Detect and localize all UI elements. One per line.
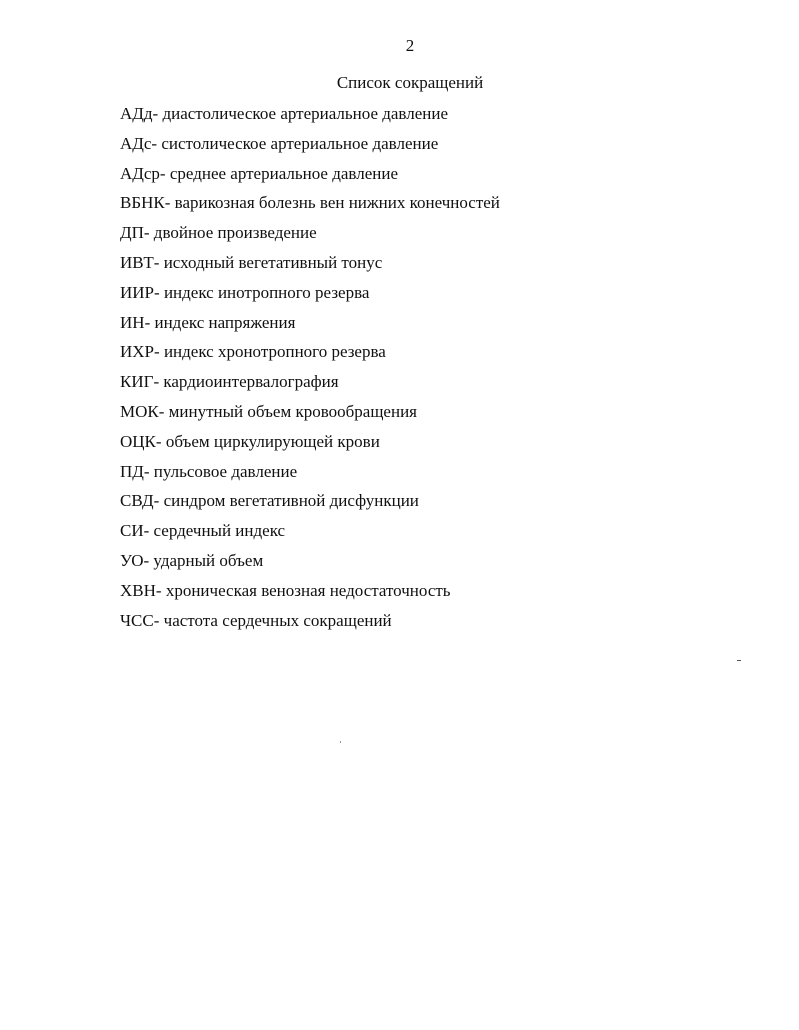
abbreviation-separator: - (152, 104, 163, 123)
abbreviation-separator: - (151, 133, 162, 153)
abbreviation-item (120, 162, 500, 192)
abbreviation-item (120, 251, 500, 281)
abbreviation-definition: ударный объем (153, 550, 264, 570)
abbreviation-definition: диастолическое артериальное давление (162, 104, 449, 123)
abbreviation-term: СИ (120, 521, 144, 541)
abbreviation-separator: - (153, 372, 164, 392)
abbreviation-separator: - (154, 342, 164, 362)
abbreviation-term: ХВН (120, 580, 156, 600)
abbreviation-item (120, 311, 500, 341)
abbreviation-definition: среднее артериальное давление (169, 163, 398, 183)
abbreviation-separator: - (143, 223, 154, 243)
abbreviation-item (120, 609, 500, 639)
abbreviation-definition: индекс напряжения (154, 312, 296, 332)
page-number: 2 (405, 36, 415, 55)
abbreviation-term: ИН (120, 312, 145, 332)
page-title: Список сокращений (336, 73, 484, 92)
abbreviation-term: ПД (120, 461, 144, 481)
abbreviation-definition: кардиоинтервалография (163, 372, 339, 392)
abbreviation-item (120, 102, 500, 132)
abbreviation-separator: - (159, 163, 170, 183)
abbreviation-term: МОК (120, 401, 159, 421)
abbreviation-definition: двойное произведение (153, 223, 317, 243)
abbreviation-term: АДс (120, 133, 152, 153)
abbreviation-term: УО (120, 550, 144, 570)
abbreviation-term: ИВТ (120, 252, 154, 272)
abbreviation-item (120, 370, 500, 400)
abbreviation-separator: - (153, 610, 164, 630)
abbreviation-term: АДср (120, 163, 160, 183)
abbreviation-item (120, 191, 500, 221)
abbreviation-separator: - (144, 312, 155, 332)
abbreviation-definition: сердечный индекс (153, 521, 286, 541)
abbreviation-term: ДП (120, 223, 144, 243)
abbreviation-item (120, 132, 500, 162)
abbreviation-item (120, 430, 500, 460)
abbreviation-item (120, 489, 500, 519)
abbreviation-definition: синдром вегетативной дисфункции (163, 491, 419, 511)
abbreviation-definition: исходный вегетативный тонус (163, 252, 383, 272)
abbreviation-separator: - (143, 550, 154, 570)
abbreviation-list (120, 102, 500, 638)
abbreviation-item (120, 221, 500, 251)
abbreviation-term: ИХР (120, 342, 155, 362)
abbreviation-term: СВД (120, 491, 154, 511)
scan-artifact (340, 741, 341, 743)
abbreviation-item (120, 579, 500, 609)
abbreviation-item (120, 549, 500, 579)
abbreviation-separator: - (158, 401, 169, 421)
abbreviation-definition: пульсовое давление (153, 461, 298, 481)
abbreviation-term: ОЦК (120, 431, 156, 451)
abbreviation-term: ИИР (120, 282, 155, 302)
abbreviation-separator: - (155, 431, 166, 451)
abbreviation-separator: - (164, 193, 175, 213)
abbreviation-separator: - (154, 282, 164, 302)
abbreviation-term: ВБНК (120, 193, 165, 213)
abbreviation-definition: варикозная болезнь вен нижних конечностей (174, 193, 500, 213)
abbreviation-item (120, 340, 500, 370)
abbreviation-term: АДд (120, 104, 153, 123)
abbreviation-definition: минутный объем кровообращения (168, 401, 417, 421)
abbreviation-definition: частота сердечных сокращений (163, 610, 392, 630)
abbreviation-definition: объем циркулирующей крови (165, 431, 380, 451)
abbreviation-definition: хроническая венозная недостаточность (165, 580, 451, 600)
abbreviation-definition: систолическое артериальное давление (161, 133, 439, 153)
abbreviation-separator: - (153, 252, 164, 272)
abbreviation-separator: - (143, 461, 154, 481)
abbreviation-definition: индекс инотропного резерва (163, 282, 370, 302)
abbreviation-separator: - (155, 580, 166, 600)
abbreviation-item (120, 519, 500, 549)
abbreviation-term: КИГ (120, 372, 154, 392)
abbreviation-separator: - (143, 521, 154, 541)
scan-artifact (737, 660, 741, 661)
abbreviation-term: ЧСС (120, 610, 154, 630)
abbreviation-separator: - (153, 491, 164, 511)
abbreviation-item (120, 460, 500, 490)
abbreviation-definition: индекс хронотропного резерва (163, 342, 386, 362)
abbreviation-item (120, 281, 500, 311)
abbreviation-item (120, 400, 500, 430)
